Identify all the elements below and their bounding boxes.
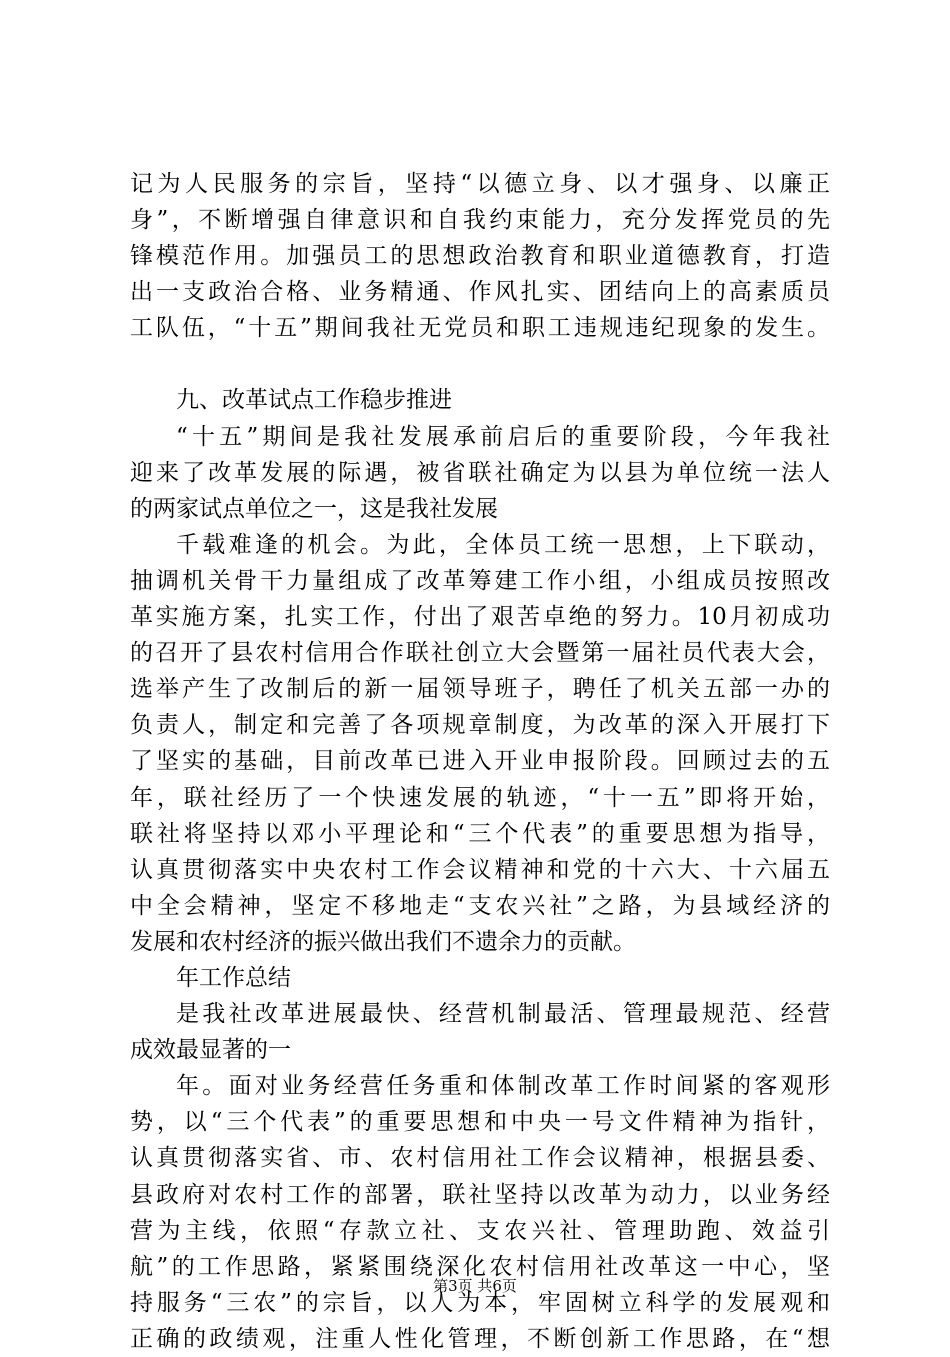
page-number-footer: 第3页 共6页 bbox=[433, 1277, 517, 1295]
text-line: 年。面对业务经营任务重和体制改革工作时间紧的客观形 bbox=[176, 1073, 830, 1100]
text-line: 年，联社经历了一个快速发展的轨迹，“十一五”即将开始， bbox=[130, 784, 830, 811]
text-line: 革实施方案，扎实工作，付出了艰苦卓绝的努力。10月初成功 bbox=[130, 604, 830, 631]
text-line: 千载难逢的机会。为此，全体员工统一思想，上下联动， bbox=[176, 531, 830, 558]
text-line: 的召开了县农村信用合作联社创立大会暨第一届社员代表大会， bbox=[130, 640, 830, 667]
text-line: 选举产生了改制后的新一届领导班子，聘任了机关五部一办的 bbox=[130, 676, 830, 703]
text-line: 联社将坚持以邓小平理论和“三个代表”的重要思想为指导， bbox=[130, 820, 830, 847]
text-line: 航”的工作思路，紧紧围绕深化农村信用社改革这一中心，坚 bbox=[130, 1253, 830, 1280]
text-line: 的两家试点单位之一，这是我社发展 bbox=[130, 495, 498, 522]
text-line: 营为主线，依照“存款立社、支农兴社、管理助跑、效益引 bbox=[130, 1217, 830, 1244]
text-line: 持服务“三农”的宗旨，以人为本，牢固树立科学的发展观和 bbox=[130, 1289, 830, 1316]
text-line: 是我社改革进展最快、经营机制最活、管理最规范、经营 bbox=[176, 1001, 830, 1028]
text-line: 出一支政治合格、业务精通、作风扎实、团结向上的高素质员 bbox=[130, 279, 830, 306]
section-heading: 九、改革试点工作稳步推进 bbox=[176, 387, 452, 414]
text-line: 中全会精神，坚定不移地走“支农兴社”之路，为县域经济的 bbox=[130, 892, 830, 919]
text-line: 记为人民服务的宗旨，坚持“以德立身、以才强身、以廉正 bbox=[130, 171, 830, 197]
text-line: 负责人，制定和完善了各项规章制度，为改革的深入开展打下 bbox=[130, 712, 830, 739]
text-line: 锋模范作用。加强员工的思想政治教育和职业道德教育，打造 bbox=[130, 243, 830, 270]
text-line: 成效最显著的一 bbox=[130, 1037, 291, 1064]
text-line: 正确的政绩观，注重人性化管理，不断创新工作思路，在“想 bbox=[130, 1325, 830, 1352]
text-line: 认真贯彻落实省、市、农村信用社工作会议精神，根据县委、 bbox=[130, 1145, 830, 1172]
document-body bbox=[130, 166, 830, 1357]
text-line: “十五”期间是我社发展承前启后的重要阶段，今年我社 bbox=[176, 423, 830, 450]
section-heading: 年工作总结 bbox=[176, 964, 291, 991]
text-line: 势，以“三个代表”的重要思想和中央一号文件精神为指针， bbox=[130, 1109, 830, 1136]
text-line: 抽调机关骨干力量组成了改革筹建工作小组，小组成员按照改 bbox=[130, 567, 830, 594]
text-line: 迎来了改革发展的际遇，被省联社确定为以县为单位统一法人 bbox=[130, 459, 830, 486]
text-line: 县政府对农村工作的部署，联社坚持以改革为动力，以业务经 bbox=[130, 1181, 830, 1208]
text-line: 认真贯彻落实中央农村工作会议精神和党的十六大、十六届五 bbox=[130, 856, 830, 883]
text-line: 身”，不断增强自律意识和自我约束能力，充分发挥党员的先 bbox=[130, 207, 830, 234]
text-line: 发展和农村经济的振兴做出我们不遗余力的贡献。 bbox=[130, 928, 636, 955]
paragraph-gap bbox=[130, 346, 830, 382]
text-line: 工队伍，“十五”期间我社无党员和职工违规违纪现象的发生。 bbox=[130, 315, 830, 342]
text-line: 了坚实的基础，目前改革已进入开业申报阶段。回顾过去的五 bbox=[130, 748, 830, 775]
